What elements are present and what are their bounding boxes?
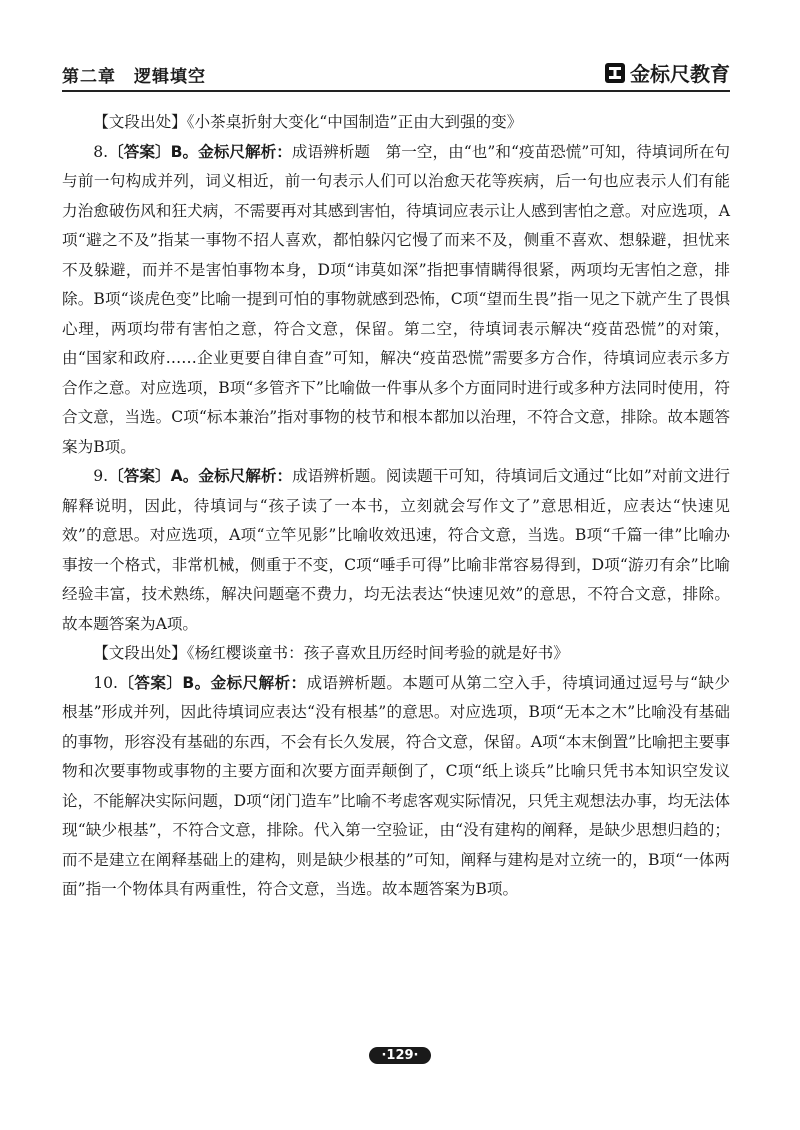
- answer-paragraph: [62, 669, 730, 905]
- page-body: [62, 108, 730, 905]
- source-line: 【文段出处】《杨红樱谈童书：孩子喜欢且历经时间考验的就是好书》: [93, 644, 569, 662]
- header-rule: [62, 90, 730, 92]
- answer-label: 〔答案〕A。金标尺解析：: [108, 467, 293, 485]
- question-number: 9.: [93, 467, 109, 485]
- page-header: [62, 58, 730, 88]
- source-line: 【文段出处】《小茶桌折射大变化“中国制造”正由大到强的变》: [93, 113, 523, 131]
- analysis-text: 成语辨析题。阅读题干可知，待填词后文通过“比如”对前文进行解释说明，因此，待填词与“孩子读了一本书，立刻就会写作文了”意思相近，应表达“快速见效”的意思。对应选项，A项“立竿见影”比喻收效迅速，符合文意，当选。B项“千篇一律”比喻办事按一个格式，非常机械，侧重于不变，C项“唾手可得”比喻非常容易得到，D项“游刃有余”比喻经验丰富，技术熟练，解决问题毫不费力，均无法表达“快速见效”的意思，不符合文意，排除。故本题答案为A项。: [62, 467, 730, 633]
- page-footer: [0, 1047, 800, 1064]
- answer-paragraph: [62, 138, 730, 463]
- answer-label: 〔答案〕B。金标尺解析：: [118, 673, 307, 692]
- brand-mark-icon: [604, 62, 626, 84]
- answer-label: 〔答案〕B。金标尺解析：: [108, 142, 292, 161]
- chapter-title: 第二章 逻辑填空: [62, 67, 206, 87]
- analysis-text: 成语辨析题。本题可从第二空入手，待填词通过逗号与“缺少根基”形成并列，因此待填词应表达“没有根基”的意思。对应选项，B项“无本之木”比喻没有基础的事物，形容没有基础的东西，不会有长久发展，符合文意，保留。A项“本末倒置”比喻把主要事物和次要事物或事物的主要方面和次要方面弄颠倒了，C项“纸上谈兵”比喻只凭书本知识空发议论，不能解决实际问题，D项“闭门造车”比喻不考虑客观实际情况，只凭主观想法办事，均无法体现“缺少根基”，不符合文意，排除。代入第一空验证，由“没有建构的阐释，是缺少思想归趋的；而不是建立在阐释基础上的建构，则是缺少根基的”可知，阐释与建构是对立统一的，B项“一体两面”指一个物体具有两重性，符合文意，当选。故本题答案为B项。: [62, 673, 730, 898]
- answer-paragraph: [62, 462, 730, 639]
- question-number: 10.: [93, 673, 118, 692]
- brand-name: 金标尺教育: [630, 62, 730, 86]
- analysis-text: 成语辨析题 第一空，由“也”和“疫苗恐慌”可知，待填词所在句与前一句构成并列，词义相近，前一句表示人们可以治愈天花等疾病，后一句也应表示人们有能力治愈破伤风和狂犬病，不需要再对其感到害怕，待填词应表示让人感到害怕之意。对应选项，A项“避之不及”指某一事物不招人喜欢，都怕躲闪它慢了而来不及，侧重不喜欢、想躲避，担忧来不及躲避，而并不是害怕事物本身，D项“讳莫如深”指把事情瞒得很紧，两项均无害怕之意，排除。B项“谈虎色变”比喻一提到可怕的事物就感到恐怖，C项“望而生畏”指一见之下就产生了畏惧心理，两项均带有害怕之意，符合文意，保留。第二空，待填词表示解决“疫苗恐慌”的对策，由“国家和政府……企业更要自律自查”可知，解决“疫苗恐慌”需要多方合作，待填词应表示多方合作之意。对应选项，B项“多管齐下”比喻做一件事从多个方面同时进行或多种方法同时使用，符合文意，当选。C项“标本兼治”指对事物的枝节和根本都加以治理，不符合文意，排除。故本题答案为B项。: [62, 142, 730, 456]
- brand-logo: [604, 58, 730, 87]
- question-number: 8.: [93, 142, 109, 161]
- page-number: ·129·: [369, 1047, 430, 1064]
